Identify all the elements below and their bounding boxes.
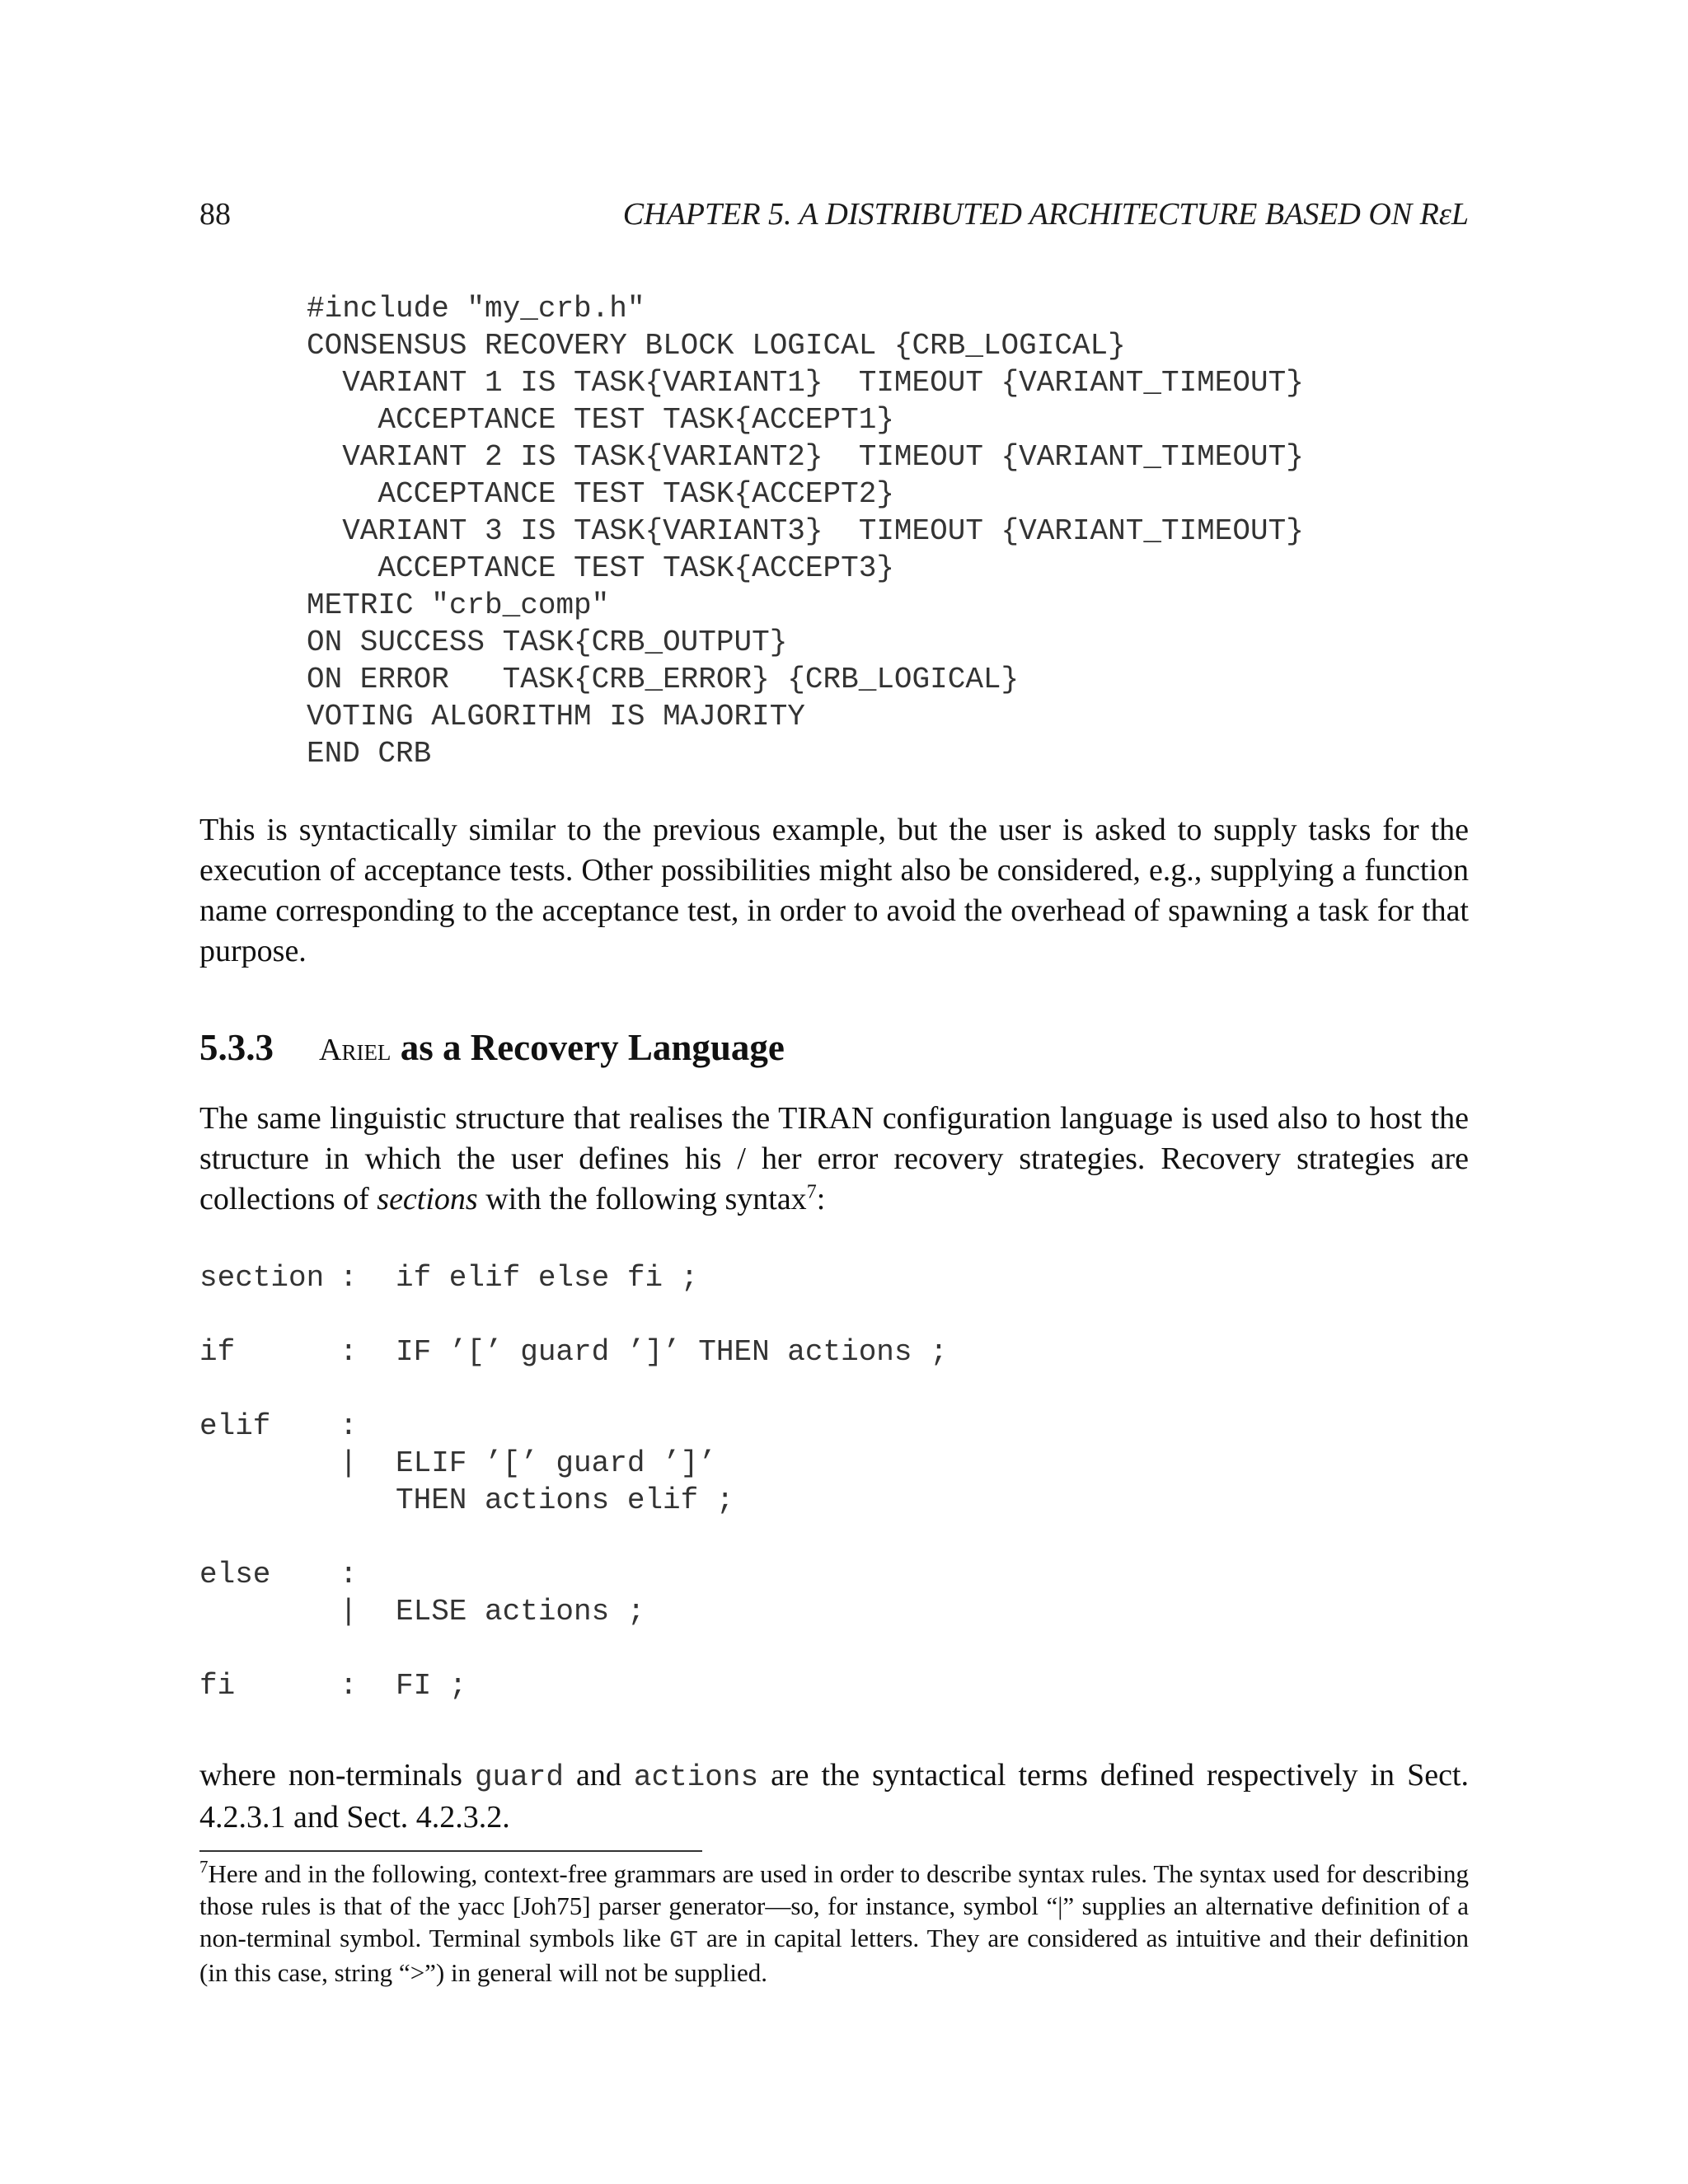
code-line: #include "my_crb.h" (307, 292, 645, 326)
footnote-mark: 7 (199, 1857, 209, 1877)
grammar-rule-fi (199, 1669, 1353, 1706)
code-line: METRIC "crb_comp" (307, 588, 610, 622)
code-line: ACCEPTANCE TEST TASK{ACCEPT2} (307, 477, 894, 511)
nonterminal-name: elif (199, 1409, 271, 1443)
code-line: VARIANT 2 IS TASK{VARIANT2} TIMEOUT {VARIANT_TIMEOUT} (307, 440, 1304, 474)
rule-colon: : (340, 1669, 358, 1703)
code-guard: guard (474, 1760, 564, 1794)
grammar-alt-else (199, 1595, 1353, 1632)
grammar-rule-section (199, 1261, 1353, 1298)
grammar-alt-elif (199, 1446, 1353, 1483)
section-title: as a Recovery Language (391, 1027, 785, 1068)
page-header (199, 196, 1469, 237)
code-line: VOTING ALGORITHM IS MAJORITY (307, 700, 805, 733)
page-number: 88 (199, 197, 231, 232)
rule-colon: : (340, 1409, 358, 1443)
code-line: ACCEPTANCE TEST TASK{ACCEPT1} (307, 403, 894, 437)
paragraph-text-cont: with the following syntax (477, 1182, 807, 1216)
code-line: CONSENSUS RECOVERY BLOCK LOGICAL {CRB_LOGICAL} (307, 329, 1126, 363)
code-line: VARIANT 3 IS TASK{VARIANT3} TIMEOUT {VARIANT_TIMEOUT} (307, 514, 1304, 548)
grammar-rule-else (199, 1558, 1353, 1595)
rule-body: ELIF ’[’ guard ’]’ (396, 1446, 716, 1480)
section-number: 5.3.3 (199, 1027, 274, 1068)
footnote (199, 1858, 1469, 1989)
rule-body: if elif else fi ; (396, 1261, 699, 1295)
code-listing (307, 290, 1304, 772)
rule-body: FI ; (396, 1669, 467, 1703)
running-title-text: CHAPTER 5. A DISTRIBUTED ARCHITECTURE BASED ON (622, 197, 1420, 232)
body-paragraph-nonterminals (199, 1755, 1469, 1838)
footnote-text-cont: are in capital letters. They are considered as intuitive and their definition (in this case, string “>”) in general will not be supplied. (199, 1924, 1469, 1987)
grammar-rule-if (199, 1335, 1353, 1372)
rule-colon: : (340, 1558, 358, 1591)
code-line: END CRB (307, 737, 432, 771)
code-line: ON SUCCESS TASK{CRB_OUTPUT} (307, 626, 788, 659)
emphasis-sections: sections (377, 1182, 478, 1216)
alternative-bar: | (340, 1446, 358, 1480)
footnote-code-gt: GT (669, 1927, 698, 1954)
rule-body: IF ’[’ guard ’]’ THEN actions ; (396, 1335, 948, 1369)
grammar-alt-elif-cont (199, 1483, 1353, 1521)
footnote-reference[interactable]: 7 (806, 1181, 817, 1203)
footnote-divider (199, 1850, 702, 1852)
paragraph-text: where non-terminals (199, 1758, 475, 1793)
paragraph-end: : (816, 1182, 826, 1216)
rule-body: THEN actions elif ; (396, 1483, 734, 1517)
rule-colon: : (340, 1261, 358, 1295)
rule-colon: : (340, 1335, 358, 1369)
footnote-text: Here and in the following, context-free grammars are used in order to describe syntax rules. The syntax used for describing those rules is that of the yacc [Joh75] parser generator—so, for instance, symbol “|” supplies an alternative definition of a non-terminal symbol. Terminal symbols like (199, 1859, 1469, 1952)
section-ariel-label: Ariel (319, 1033, 392, 1067)
nonterminal-name: if (199, 1335, 236, 1369)
paragraph-text: The same linguistic structure that realises the TIRAN configuration language is used also to host the structure in which the user defines his / her error recovery strategies. Recovery strategies are collections of (199, 1101, 1469, 1216)
nonterminal-name: else (199, 1558, 271, 1591)
body-paragraph-intro (199, 1099, 1469, 1220)
nonterminal-name: section (199, 1261, 325, 1295)
code-line: ON ERROR TASK{CRB_ERROR} {CRB_LOGICAL} (307, 663, 1020, 696)
paragraph-text-and: and (563, 1758, 634, 1793)
running-title (623, 196, 1469, 232)
nonterminal-name: fi (199, 1669, 236, 1703)
code-line: VARIANT 1 IS TASK{VARIANT1} TIMEOUT {VARIANT_TIMEOUT} (307, 366, 1304, 400)
code-line: ACCEPTANCE TEST TASK{ACCEPT3} (307, 551, 894, 585)
paragraph-text-end: are the syntactical terms defined respectively in Sect. 4.2.3.1 and Sect. 4.2.3.2. (199, 1758, 1469, 1835)
rule-body: ELSE actions ; (396, 1595, 645, 1629)
section-heading (199, 1026, 785, 1069)
rel-logo: RεL (1419, 197, 1469, 232)
alternative-bar: | (340, 1595, 358, 1629)
grammar-rule-elif (199, 1409, 1353, 1446)
code-actions: actions (633, 1760, 759, 1794)
body-paragraph: This is syntactically similar to the previous example, but the user is asked to supply tasks for the execution of acceptance tests. Other possibilities might also be considered, e.g., supplying a function name corresponding to the acceptance test, in order to avoid the overhead of spawning a task for that purpose. (199, 813, 1469, 968)
